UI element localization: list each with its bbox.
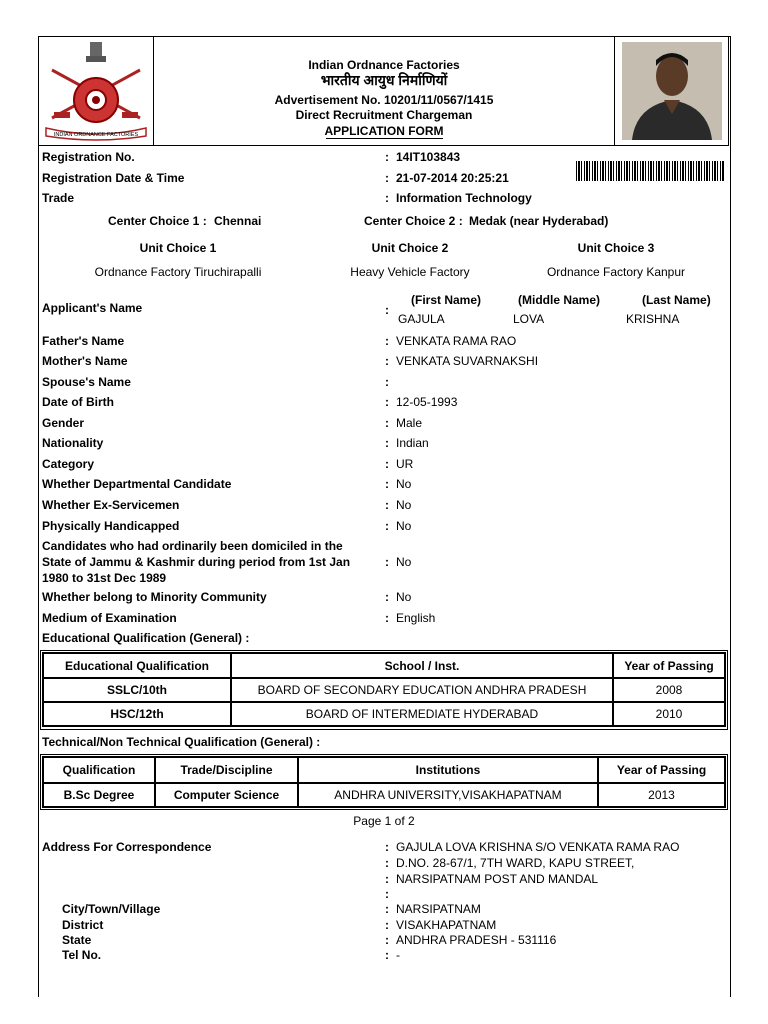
colon: : — [385, 416, 389, 430]
form-title: APPLICATION FORM — [324, 124, 444, 138]
state-value: ANDHRA PRADESH - 531116 — [396, 933, 557, 947]
city-value: NARSIPATNAM — [396, 902, 481, 916]
handicapped-label: Physically Handicapped — [42, 519, 180, 533]
unit-choice-1-value: Ordnance Factory Tiruchirapalli — [94, 265, 262, 279]
medium-label: Medium of Examination — [42, 611, 177, 625]
tech-table — [42, 756, 726, 808]
registration-no-value: 14IT103843 — [396, 150, 461, 164]
unit-choice-3-label: Unit Choice 3 — [577, 241, 655, 255]
logo-text: INDIAN ORDNANCE FACTORIES — [53, 132, 139, 138]
colon: : — [385, 436, 389, 450]
gender-label: Gender — [42, 416, 85, 430]
table-header-row — [43, 757, 725, 783]
medium-value: English — [396, 611, 436, 625]
trade-label: Trade — [42, 191, 75, 205]
center-choice-1-label: Center Choice 1 : — [108, 214, 207, 228]
last-name-value: KRISHNA — [626, 312, 680, 326]
edu-cell: BOARD OF INTERMEDIATE HYDERABAD — [231, 702, 613, 726]
unit-choice-2-value: Heavy Vehicle Factory — [350, 265, 470, 279]
father-name-value: VENKATA RAMA RAO — [396, 334, 517, 348]
registration-date-label: Registration Date & Time — [42, 171, 185, 185]
edu-cell: BOARD OF SECONDARY EDUCATION ANDHRA PRADESH — [231, 678, 613, 702]
last-name-label: (Last Name) — [642, 293, 711, 307]
registration-no-label: Registration No. — [42, 150, 135, 164]
table-row — [43, 702, 725, 726]
city-label: City/Town/Village — [62, 902, 161, 916]
colon: : — [385, 856, 389, 870]
tech-header-discipline: Trade/Discipline — [155, 757, 298, 783]
tel-value: - — [396, 948, 400, 962]
form-title-underline — [326, 138, 443, 139]
colon: : — [385, 375, 389, 389]
org-name-en: Indian Ordnance Factories — [308, 58, 460, 72]
colon: : — [385, 590, 389, 604]
colon: : — [385, 303, 389, 317]
edu-cell: 2008 — [613, 678, 725, 702]
ex-servicemen-value: No — [396, 498, 412, 512]
center-choice-1-value: Chennai — [214, 214, 262, 228]
tech-cell: B.Sc Degree — [43, 783, 155, 807]
table-header-row — [43, 653, 725, 678]
minority-value: No — [396, 590, 412, 604]
tech-header-qualification: Qualification — [43, 757, 155, 783]
edu-table — [42, 652, 726, 727]
colon: : — [385, 948, 389, 962]
applicant-name-label: Applicant's Name — [42, 301, 143, 315]
address-line-3: NARSIPATNAM POST AND MANDAL — [396, 872, 599, 886]
colon: : — [385, 902, 389, 916]
first-name-value: GAJULA — [398, 312, 445, 326]
address-line-1: GAJULA LOVA KRISHNA S/O VENKATA RAMA RAO — [396, 840, 680, 854]
middle-name-label: (Middle Name) — [518, 293, 601, 307]
table-row — [43, 678, 725, 702]
category-value: UR — [396, 457, 414, 471]
tech-section-title: Technical/Non Technical Qualification (General) : — [42, 735, 321, 749]
tech-header-institutions: Institutions — [298, 757, 598, 783]
barcode — [576, 161, 724, 181]
category-label: Category — [42, 457, 95, 471]
edu-header-school: School / Inst. — [231, 653, 613, 678]
mother-name-label: Mother's Name — [42, 354, 128, 368]
colon: : — [385, 933, 389, 947]
ex-servicemen-label: Whether Ex-Servicemen — [42, 498, 180, 512]
page-number: Page 1 of 2 — [353, 814, 415, 828]
gender-value: Male — [396, 416, 423, 430]
jk-domicile-label-line3: 1980 to 31st Dec 1989 — [42, 571, 167, 585]
tech-cell: ANDHRA UNIVERSITY,VISAKHAPATNAM — [298, 783, 598, 807]
colon: : — [385, 918, 389, 932]
colon: : — [385, 354, 389, 368]
colon: : — [385, 840, 389, 854]
spouse-name-label: Spouse's Name — [42, 375, 131, 389]
jk-domicile-label-line1: Candidates who had ordinarily been domiciled in the — [42, 539, 343, 553]
colon: : — [385, 519, 389, 533]
tech-header-year: Year of Passing — [598, 757, 725, 783]
registration-date-value: 21-07-2014 20:25:21 — [396, 171, 509, 185]
state-label: State — [62, 933, 92, 947]
jk-domicile-label-line2: State of Jammu & Kashmir during period from 1st Jan — [42, 555, 351, 569]
jk-domicile-value: No — [396, 555, 412, 569]
applicant-silhouette-icon — [622, 42, 722, 140]
edu-section-title: Educational Qualification (General) : — [42, 631, 250, 645]
middle-name-value: LOVA — [513, 312, 545, 326]
colon: : — [385, 555, 389, 569]
colon: : — [385, 171, 389, 185]
ordnance-factories-emblem-icon — [42, 40, 150, 142]
unit-choice-3-value: Ordnance Factory Kanpur — [546, 265, 686, 279]
center-choice-2-value: Medak (near Hyderabad) — [469, 214, 609, 228]
colon: : — [385, 191, 389, 205]
handicapped-value: No — [396, 519, 412, 533]
center-choice-2-label: Center Choice 2 : — [364, 214, 463, 228]
tech-cell: 2013 — [598, 783, 725, 807]
colon: : — [385, 477, 389, 491]
unit-choice-1-label: Unit Choice 1 — [139, 241, 217, 255]
table-row — [43, 783, 725, 807]
departmental-label: Whether Departmental Candidate — [42, 477, 232, 491]
address-line-2: D.NO. 28-67/1, 7TH WARD, KAPU STREET, — [396, 856, 635, 870]
district-value: VISAKHAPATNAM — [396, 918, 497, 932]
colon: : — [385, 150, 389, 164]
colon: : — [385, 872, 389, 886]
colon: : — [385, 334, 389, 348]
nationality-value: Indian — [396, 436, 429, 450]
district-label: District — [62, 918, 104, 932]
colon: : — [385, 395, 389, 409]
colon: : — [385, 887, 389, 901]
dob-value: 12-05-1993 — [396, 395, 458, 409]
tech-cell: Computer Science — [155, 783, 298, 807]
father-name-label: Father's Name — [42, 334, 125, 348]
advertisement-no: Advertisement No. 10201/11/0567/1415 — [274, 93, 494, 107]
trade-value: Information Technology — [396, 191, 532, 205]
post-name: Direct Recruitment Chargeman — [295, 108, 473, 122]
colon: : — [385, 611, 389, 625]
edu-header-year: Year of Passing — [613, 653, 725, 678]
colon: : — [385, 457, 389, 471]
departmental-value: No — [396, 477, 412, 491]
mother-name-value: VENKATA SUVARNAKSHI — [396, 354, 539, 368]
minority-label: Whether belong to Minority Community — [42, 590, 267, 604]
tel-label: Tel No. — [62, 948, 102, 962]
nationality-label: Nationality — [42, 436, 104, 450]
address-label: Address For Correspondence — [42, 840, 212, 854]
edu-cell: SSLC/10th — [43, 678, 231, 702]
unit-choice-2-label: Unit Choice 2 — [371, 241, 449, 255]
edu-cell: HSC/12th — [43, 702, 231, 726]
org-name-hi: भारतीय आयुध निर्माणियों — [320, 72, 448, 88]
dob-label: Date of Birth — [42, 395, 114, 409]
colon: : — [385, 498, 389, 512]
applicant-photo — [622, 42, 722, 140]
edu-cell: 2010 — [613, 702, 725, 726]
edu-header-qualification: Educational Qualification — [43, 653, 231, 678]
first-name-label: (First Name) — [411, 293, 482, 307]
